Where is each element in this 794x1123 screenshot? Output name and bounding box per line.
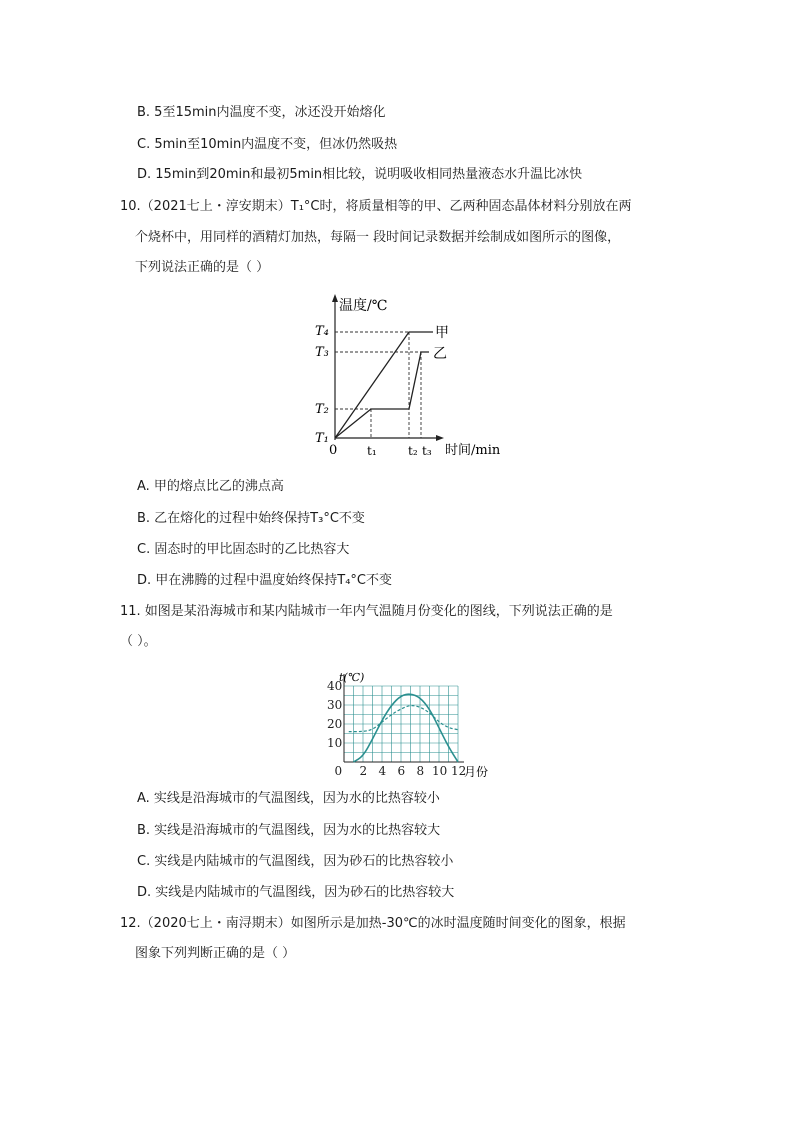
q11-option-c: C. 实线是内陆城市的气温图线，因为砂石的比热容较小 xyxy=(137,854,454,869)
q11-stem-line1: 11. 如图是某沿海城市和某内陆城市一年内气温随月份变化的图线，下列说法正确的是 xyxy=(120,604,613,619)
q10-y-arrow xyxy=(332,294,338,302)
q11-stem-line2: （ ）。 xyxy=(120,634,157,649)
q12-stem-line1: 12.（2020七上・南浔期末）如图所示是加热-30℃的冰时温度随时间变化的图象，根据 xyxy=(120,916,626,931)
q9-option-d: D. 15min到20min和最初5min相比较，说明吸收相同热量液态水升温比冰快 xyxy=(137,167,583,182)
series-dashed-line xyxy=(349,706,458,732)
q10-x-arrow xyxy=(436,435,444,441)
q11-chart-ticks xyxy=(327,679,466,778)
q11-option-a: A. 实线是沿海城市的气温图线，因为水的比热容较小 xyxy=(137,791,440,806)
q10-option-c: C. 固态时的甲比固态时的乙比热容大 xyxy=(137,542,350,557)
x-tick-label: 0 xyxy=(334,764,343,778)
q9-option-b: B. 5至15min内温度不变，冰还没开始熔化 xyxy=(137,105,386,120)
q10-ytick-t3: T₃ xyxy=(315,345,329,360)
q11-chart-series xyxy=(349,694,458,762)
x-tick-label: 10 xyxy=(432,764,448,778)
q10-stem-line1: 10.（2021七上・淳安期末）T₁°C时，将质量相等的甲、乙两种固态晶体材料分别放在两 xyxy=(120,199,632,214)
q10-xtick-t3: t₃ xyxy=(422,444,432,458)
q10-ytick-t1: T₁ xyxy=(315,431,329,446)
q10-ytick-t2: T₂ xyxy=(315,402,329,417)
x-tick-label: 12 xyxy=(451,764,467,778)
y-tick-label: 30 xyxy=(327,698,343,712)
q10-guide-lines xyxy=(335,332,421,438)
q10-ytick-t4: T₄ xyxy=(315,324,329,339)
y-tick-label: 20 xyxy=(327,717,343,731)
q10-option-a: A. 甲的熔点比乙的沸点高 xyxy=(137,479,284,494)
q11-xlabel: 月份 xyxy=(464,765,489,779)
q10-origin: 0 xyxy=(329,443,338,458)
x-tick-label: 2 xyxy=(359,764,368,778)
q10-series-yi xyxy=(335,352,429,438)
q9-option-c: C. 5min至10min内温度不变，但冰仍然吸热 xyxy=(137,137,398,152)
q10-xlabel: 时间/min xyxy=(445,443,501,458)
q10-xtick-t1: t₁ xyxy=(367,444,377,458)
q10-stem-line3: 下列说法正确的是（ ） xyxy=(135,260,270,275)
q11-temperature-chart xyxy=(312,670,512,782)
series-solid-line xyxy=(354,694,459,762)
q12-stem-line2: 图象下列判断正确的是（ ） xyxy=(135,946,296,961)
q10-option-d: D. 甲在沸腾的过程中温度始终保持T₄°C不变 xyxy=(137,573,393,588)
x-tick-label: 6 xyxy=(397,764,406,778)
y-tick-label: 40 xyxy=(327,679,343,693)
q10-series-jia xyxy=(335,332,433,438)
q10-ylabel: 温度/℃ xyxy=(339,298,388,314)
x-tick-label: 4 xyxy=(378,764,387,778)
q11-option-d: D. 实线是内陆城市的气温图线，因为砂石的比热容较大 xyxy=(137,885,455,900)
y-tick-label: 10 xyxy=(327,736,343,750)
q11-chart-grid xyxy=(344,674,464,762)
q10-xtick-t2: t₂ xyxy=(408,444,418,458)
q10-legend-yi: 乙 xyxy=(433,346,447,362)
x-tick-label: 8 xyxy=(416,764,425,778)
q10-legend-jia: 甲 xyxy=(435,325,449,341)
q10-figure xyxy=(305,292,515,462)
q11-option-b: B. 实线是沿海城市的气温图线，因为水的比热容较大 xyxy=(137,823,441,838)
q10-stem-line2: 个烧杯中，用同样的酒精灯加热，每隔一 段时间记录数据并绘制成如图所示的图像， xyxy=(135,230,621,245)
q10-option-b: B. 乙在熔化的过程中始终保持T₃°C不变 xyxy=(137,511,365,526)
q11-ylabel: t(℃) xyxy=(339,671,365,684)
